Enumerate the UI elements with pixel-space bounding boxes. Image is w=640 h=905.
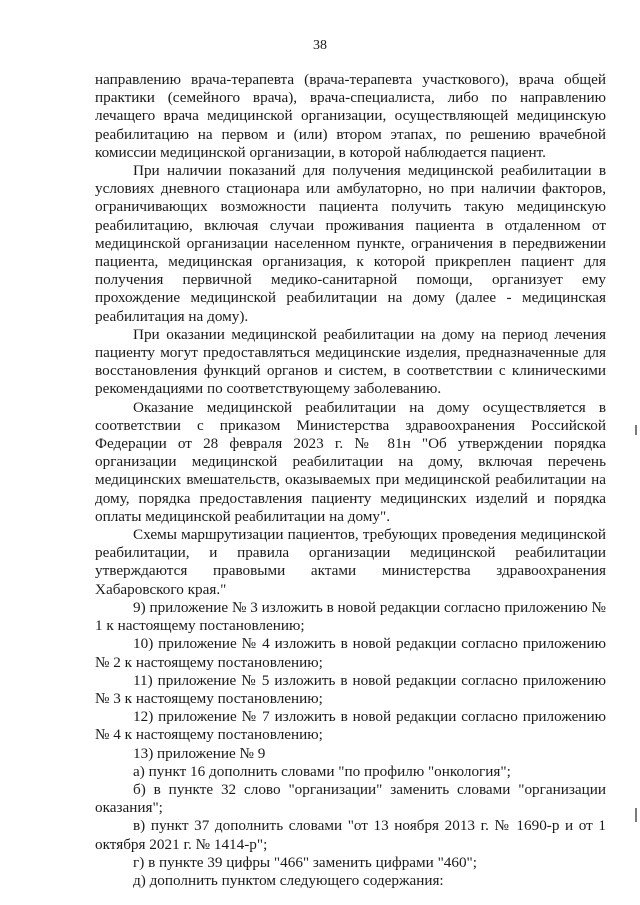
list-item-13: 13) приложение № 9 xyxy=(133,744,266,762)
scan-edge-mark xyxy=(635,808,637,822)
subitem-a: а) пункт 16 дополнить словами "по профилю "онкология"; xyxy=(133,762,511,780)
document-body xyxy=(95,71,606,890)
subitem-v: в) пункт 37 дополнить словами "от 13 ноября 2013 г. № 1690-р и от 1 октября 2021 г. № 1414-р"; xyxy=(95,817,606,853)
paragraph-medical-devices: При оказании медицинской реабилитации на дому на период лечения пациенту могут предоставляться медицинские изделия, предназначенные для восстановления функций органов и систем, в соответствии с клиническими рекомендациями по соответствующему заболеванию. xyxy=(95,325,606,398)
paragraph-order-reference: Оказание медицинской реабилитации на дому осуществляется в соответствии с приказом Министерства здравоохранения Российской Федерации от 28 февраля 2023 г. № 81н "Об утверждении порядка организации медицинской реабилитации на дому, включая перечень медицинских вмешательств, оказываемых при медицинской реабилитации на дому, порядка предоставления пациенту медицинских изделий и порядка оплаты медицинской реабилитации на дому". xyxy=(95,398,606,525)
subitem-d: д) дополнить пунктом следующего содержания: xyxy=(133,871,444,889)
scan-edge-mark xyxy=(635,425,637,435)
paragraph-routing-schemes: Схемы маршрутизации пациентов, требующих проведения медицинской реабилитации, и правила организации медицинской реабилитации утверждаются правовыми актами министерства здравоохранения Хабаровского края." xyxy=(95,526,606,598)
list-item-9: 9) приложение № 3 изложить в новой редакции согласно приложению № 1 к настоящему постановлению; xyxy=(95,598,606,635)
subitem-g: г) в пункте 39 цифры "466" заменить цифрами "460"; xyxy=(133,853,477,871)
list-item-12: 12) приложение № 7 изложить в новой редакции согласно приложению № 4 к настоящему постановлению; xyxy=(95,708,606,744)
subitem-b: б) в пункте 32 слово "организации" заменить словами "организации оказания"; xyxy=(95,780,606,817)
paragraph-home-rehab-conditions: При наличии показаний для получения медицинской реабилитации в условиях дневного стационара или амбулаторно, но при наличии факторов, ограничивающих возможности пациента получить такую медицинскую реабилитацию, включая случаи проживания пациента в отдаленном от медицинской организации населенном пункте, ограничения в передвижении пациента, медицинская организация, к которой прикреплен пациент для получения первичной медико-санитарной помощи, организует ему прохождение медицинской реабилитации на дому (далее - медицинская реабилитация на дому). xyxy=(95,162,606,325)
page-number: 38 xyxy=(313,38,327,53)
paragraph-referral-continuation: направлению врача-терапевта (врача-терапевта участкового), врача общей практики (семейного врача), врача-специалиста, либо по направлению лечащего врача медицинской организации, осуществляющей медицинскую реабилитацию на первом и (или) втором этапах, по решению врачебной комиссии медицинской организации, в которой наблюдается пациент. xyxy=(95,71,606,161)
list-item-10: 10) приложение № 4 изложить в новой редакции согласно приложению № 2 к настоящему постановлению; xyxy=(95,635,606,671)
list-item-11: 11) приложение № 5 изложить в новой редакции согласно приложению № 3 к настоящему постановлению; xyxy=(95,671,606,707)
